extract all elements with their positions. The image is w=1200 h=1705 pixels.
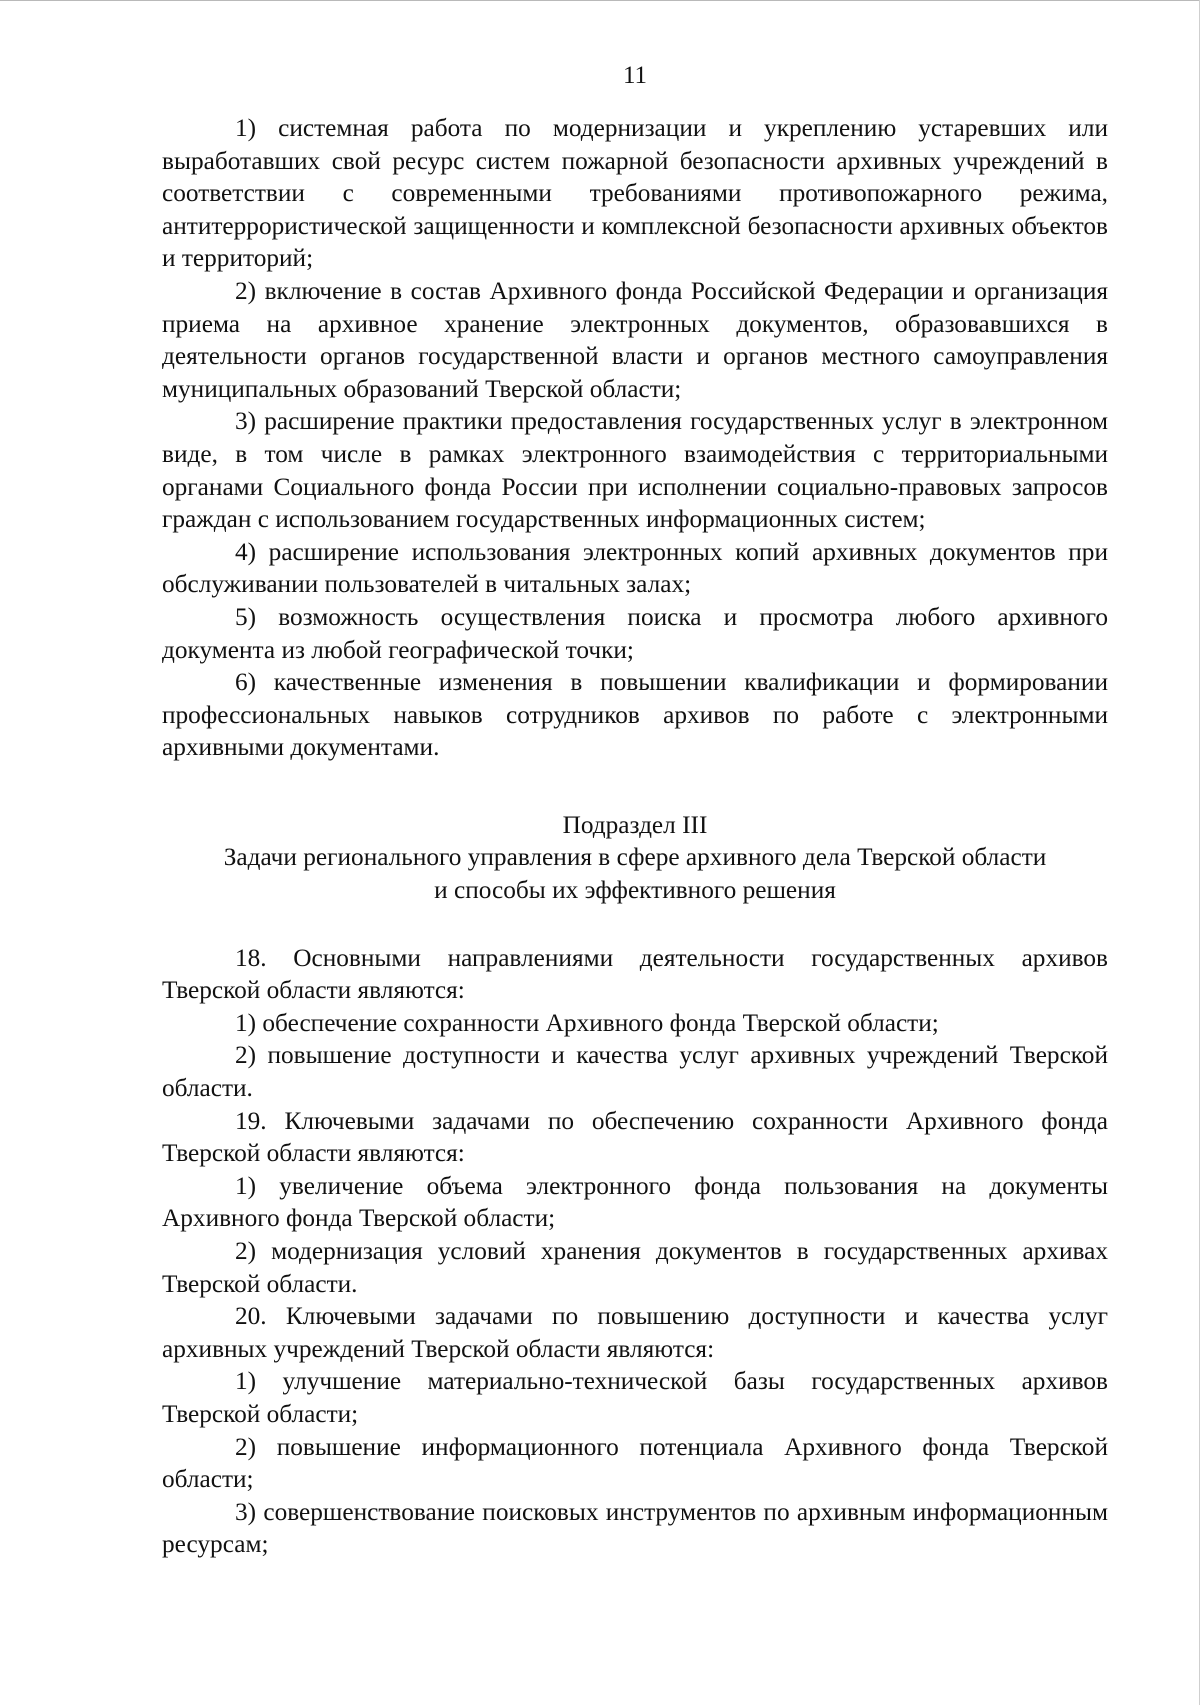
list-item: 6) качественные изменения в повышении квалификации и формировании профессиональных навыков сотрудников архивов по работе с электронными архивными документами.	[162, 668, 1108, 762]
section-title-line2: и способы их эффективного решения	[434, 876, 836, 905]
section-label: Подраздел III	[562, 810, 708, 839]
section-heading	[162, 809, 1108, 907]
list-item: 2) включение в состав Архивного фонда Российской Федерации и организация приема на архивное хранение электронных документов, образовавшихся в деятельности органов государственной власти и органов местного самоуправления муниципальных образований Тверской области;	[162, 276, 1108, 403]
section-title-line1: Задачи регионального управления в сфере архивного дела Тверской области	[223, 843, 1047, 872]
scan-edge-top	[0, 0, 1200, 1]
list-item: 19. Ключевыми задачами по обеспечению сохранности Архивного фонда Тверской области являются:	[162, 1106, 1108, 1168]
list-item: 18. Основными направлениями деятельности государственных архивов Тверской области являются:	[162, 943, 1108, 1005]
list-item: 3) расширение практики предоставления государственных услуг в электронном виде, в том числе в рамках электронного взаимодействия с территориальными органами Социального фонда России при исполнении социально-правовых запросов граждан с использованием государственных информационных систем;	[162, 407, 1108, 534]
document-body	[162, 112, 1108, 1561]
list-item: 20. Ключевыми задачами по повышению доступности и качества услуг архивных учреждений Тверской области являются:	[162, 1302, 1108, 1363]
list-item: 5) возможность осуществления поиска и просмотра любого архивного документа из любой географической точки;	[162, 602, 1108, 664]
list-item: 1) обеспечение сохранности Архивного фонда Тверской области;	[235, 1008, 939, 1037]
list-item: 1) улучшение материально-технической базы государственных архивов Тверской области;	[162, 1367, 1108, 1428]
list-item: 2) повышение информационного потенциала Архивного фонда Тверской области;	[162, 1432, 1108, 1494]
list-item: 1) системная работа по модернизации и укреплению устаревших или выработавших свой ресурс систем пожарной безопасности архивных учреждений в соответствии с современными требованиями противопожарного режима, антитеррористической защищенности и комплексной безопасности архивных объектов и территорий;	[162, 114, 1108, 273]
list-item: 3) совершенствование поисковых инструментов по архивным информационным ресурсам;	[162, 1497, 1108, 1559]
page-number: 11	[622, 62, 648, 89]
list-item: 2) модернизация условий хранения документов в государственных архивах Тверской области.	[162, 1237, 1108, 1298]
list-item: 4) расширение использования электронных копий архивных документов при обслуживании пользователей в читальных залах;	[162, 537, 1108, 599]
list-item: 1) увеличение объема электронного фонда пользования на документы Архивного фонда Тверской области;	[162, 1171, 1108, 1233]
list-item: 2) повышение доступности и качества услуг архивных учреждений Тверской области.	[162, 1041, 1108, 1103]
